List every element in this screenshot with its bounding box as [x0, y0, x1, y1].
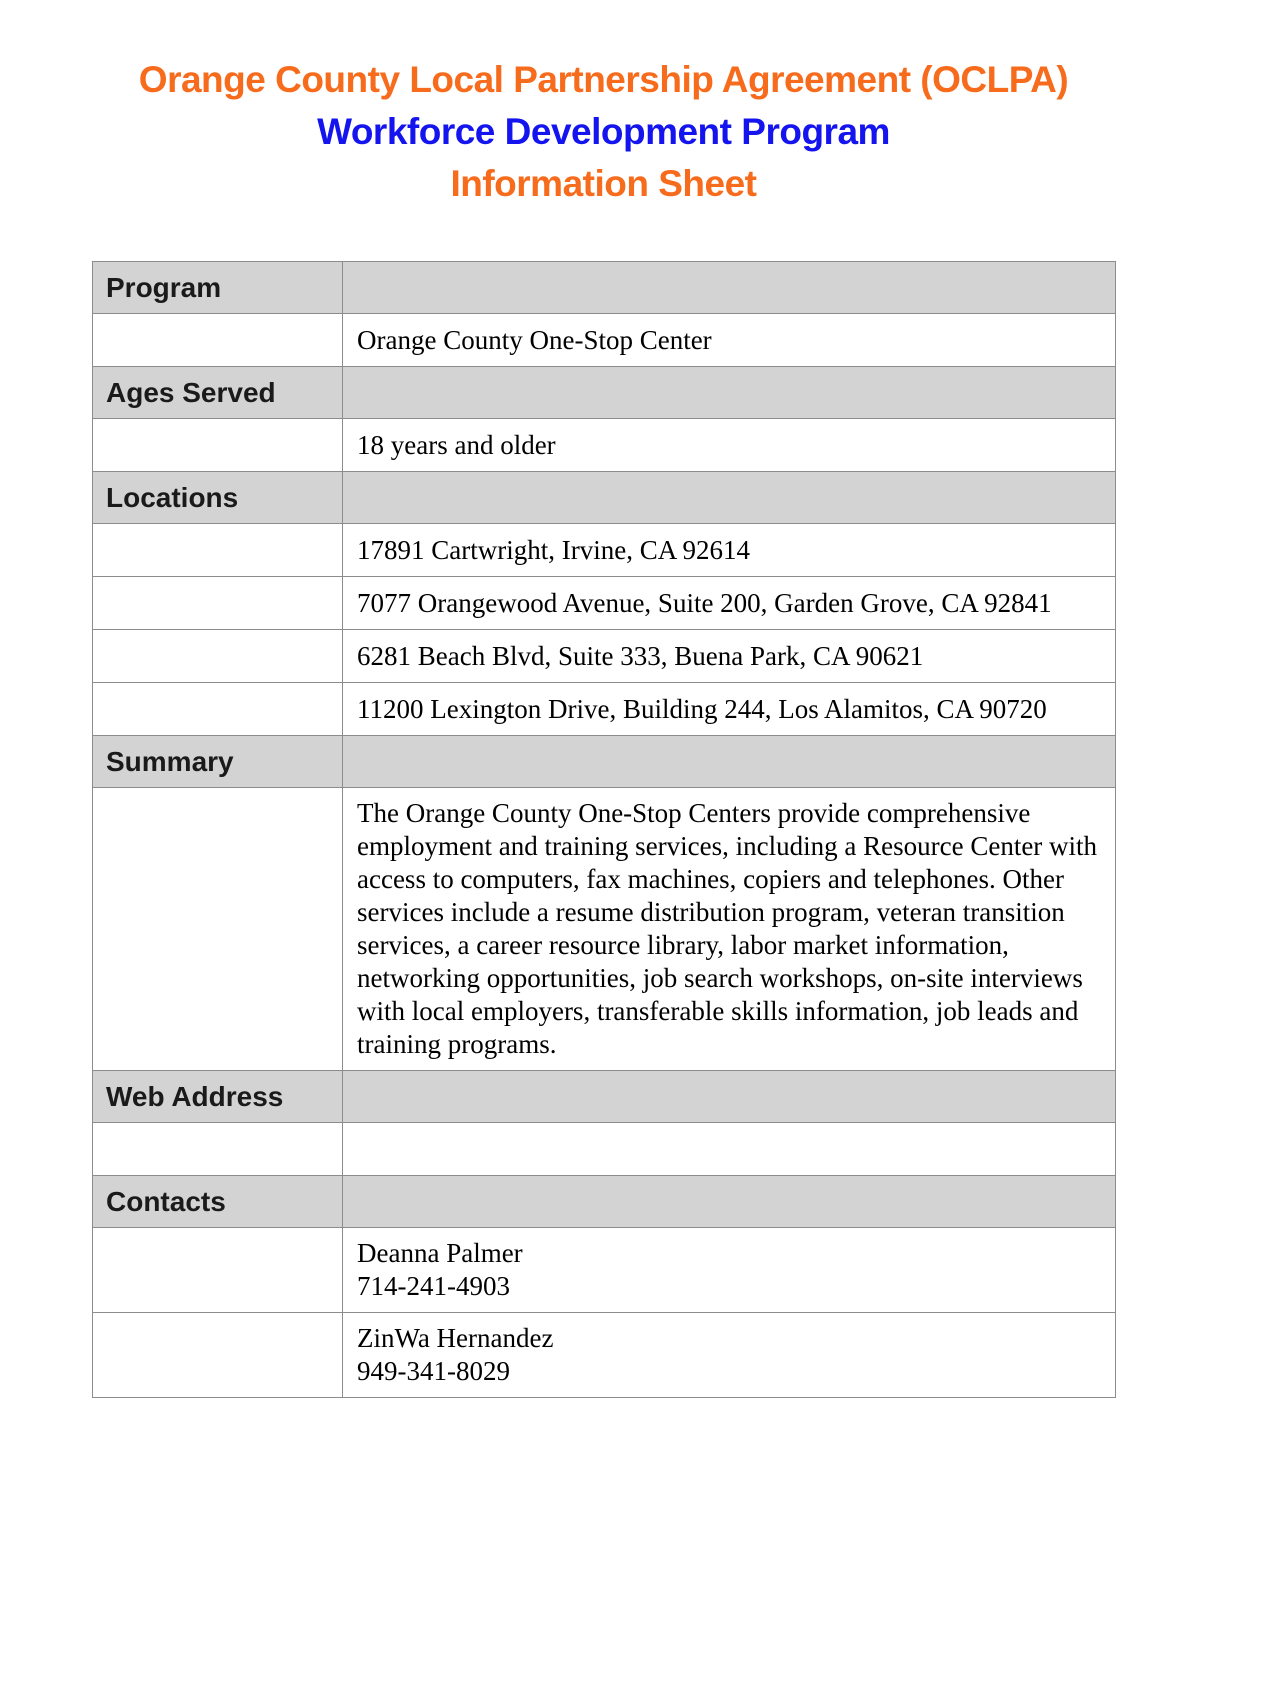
section-label-row	[93, 367, 1116, 419]
value-row	[93, 788, 1116, 1071]
value-cell	[343, 314, 1116, 367]
section-label-row	[93, 262, 1116, 314]
row-stub-cell	[93, 683, 343, 736]
value-line: 714-241-4903	[357, 1271, 510, 1301]
value-row	[93, 1313, 1116, 1398]
value-line: 18 years and older	[357, 429, 556, 460]
title-line-3: Information Sheet	[450, 163, 757, 204]
value-row	[93, 524, 1116, 577]
value-line: ZinWa Hernandez	[357, 1323, 554, 1353]
section-label-row	[93, 472, 1116, 524]
value-row	[93, 630, 1116, 683]
row-stub-cell	[93, 630, 343, 683]
row-stub-cell	[93, 314, 343, 367]
value-row	[93, 1123, 1116, 1176]
section-label: Ages Served	[93, 367, 343, 419]
row-stub-cell	[93, 419, 343, 472]
section-label: Contacts	[93, 1176, 343, 1228]
document-page	[92, 54, 1115, 1398]
section-label-fill	[343, 736, 1116, 788]
row-stub-cell	[93, 577, 343, 630]
value-cell	[343, 1123, 1116, 1176]
value-line: 17891 Cartwright, Irvine, CA 92614	[357, 534, 750, 565]
value-cell	[343, 419, 1116, 472]
value-line: 11200 Lexington Drive, Building 244, Los Alamitos, CA 90720	[357, 693, 1047, 724]
value-row	[93, 1228, 1116, 1313]
value-row	[93, 683, 1116, 736]
value-cell	[343, 577, 1116, 630]
value-line: 6281 Beach Blvd, Suite 333, Buena Park, CA 90621	[357, 640, 924, 671]
section-label-fill	[343, 367, 1116, 419]
value-cell	[343, 1228, 1116, 1313]
value-cell	[343, 788, 1116, 1071]
section-label: Program	[93, 262, 343, 314]
value-line: Orange County One-Stop Center	[357, 324, 712, 355]
section-label-fill	[343, 262, 1116, 314]
section-label-fill	[343, 1176, 1116, 1228]
section-label: Summary	[93, 736, 343, 788]
value-row	[93, 314, 1116, 367]
section-label-row	[93, 1176, 1116, 1228]
value-row	[93, 577, 1116, 630]
value-line: 7077 Orangewood Avenue, Suite 200, Garden Grove, CA 92841	[357, 587, 1052, 618]
value-line: 949-341-8029	[357, 1356, 510, 1386]
info-table	[92, 261, 1116, 1398]
row-stub-cell	[93, 524, 343, 577]
row-stub-cell	[93, 1123, 343, 1176]
section-label: Web Address	[93, 1071, 343, 1123]
row-stub-cell	[93, 1313, 343, 1398]
title-line-2: Workforce Development Program	[317, 111, 890, 152]
section-label-fill	[343, 472, 1116, 524]
value-cell	[343, 683, 1116, 736]
value-cell	[343, 524, 1116, 577]
info-table-body	[93, 262, 1116, 1398]
row-stub-cell	[93, 1228, 343, 1313]
value-cell	[343, 630, 1116, 683]
section-label-row	[93, 1071, 1116, 1123]
value-row	[93, 419, 1116, 472]
section-label: Locations	[93, 472, 343, 524]
value-cell	[343, 1313, 1116, 1398]
value-line: Deanna Palmer	[357, 1238, 523, 1268]
document-title	[92, 54, 1115, 210]
value-line: The Orange County One-Stop Centers provide comprehensive employment and training services, including a Resource Center with access to computers, fax machines, copiers and telephones. Other services include a resume distribution program, veteran transition services, a career resource library, labor market information, networking opportunities, job search workshops, on-site interviews with local employers, transferable skills information, job leads and training programs.	[357, 798, 1098, 1059]
section-label-row	[93, 736, 1116, 788]
title-line-1: Orange County Local Partnership Agreement (OCLPA)	[138, 59, 1069, 100]
section-label-fill	[343, 1071, 1116, 1123]
row-stub-cell	[93, 788, 343, 1071]
